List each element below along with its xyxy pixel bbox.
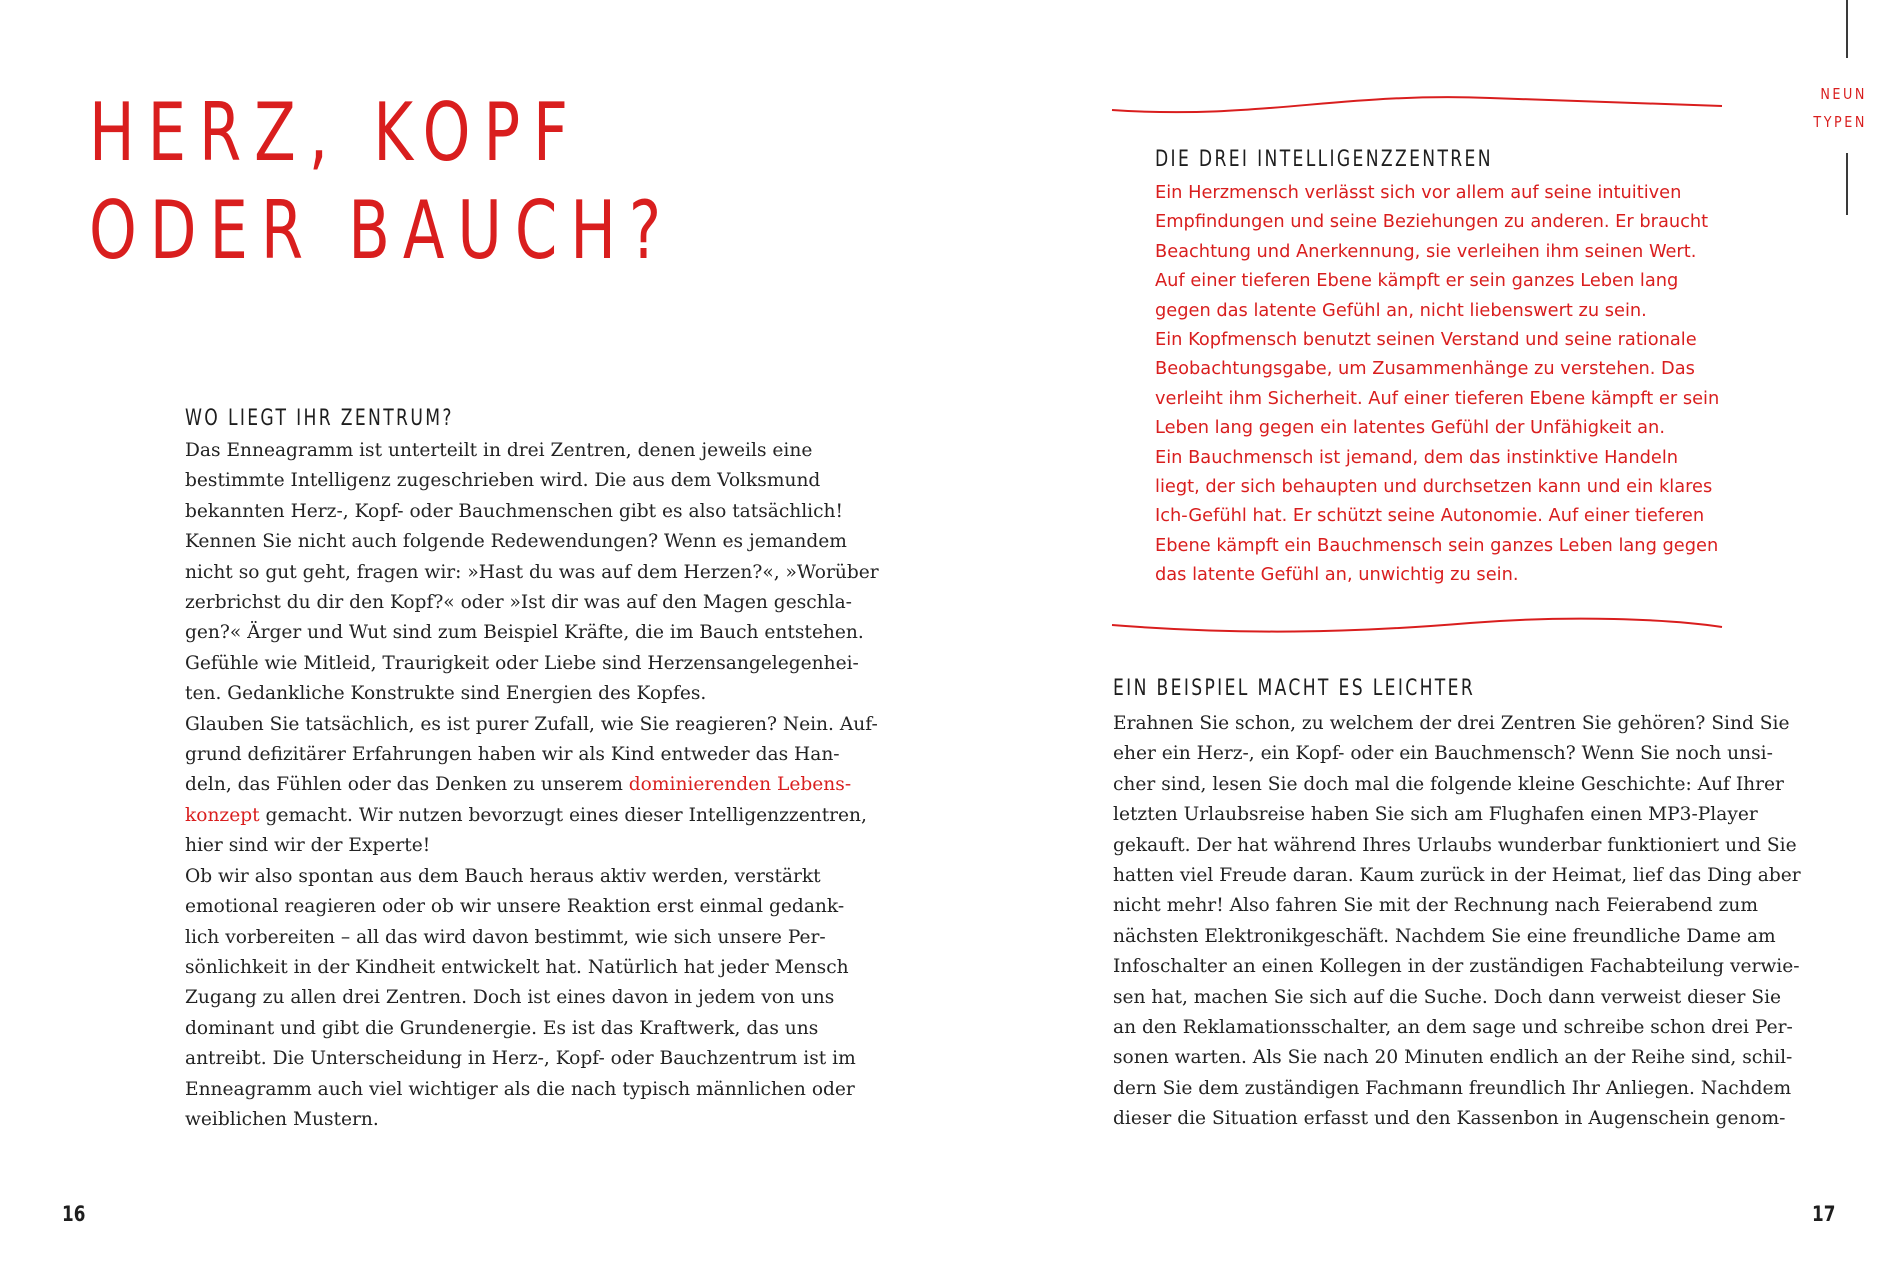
box-line: Ein Bauchmensch ist jemand, dem das instinktive Handeln [1155,446,1679,468]
body-line: ten. Gedankliche Konstrukte sind Energien des Kopfes. [185,683,707,705]
box-line: gegen das latente Gefühl an, nicht liebenswert zu sein. [1155,299,1647,321]
box-line: verleiht ihm Sicherheit. Auf einer tieferen Ebene kämpft er sein [1155,387,1720,409]
body-line: Kennen Sie nicht auch folgende Redewendungen? Wenn es jemandem [185,531,847,553]
body-line: letzten Urlaubsreise haben Sie sich am Flughafen einen MP3-Player [1113,804,1758,826]
body-line: weiblichen Mustern. [185,1108,379,1130]
box-line: Empfindungen und seine Beziehungen zu anderen. Er braucht [1155,211,1709,233]
box-top-wave-line [1110,88,1725,118]
section-heading-beispiel: EIN BEISPIEL MACHT ES LEICHTER [1113,676,1476,701]
body-line: hatten viel Freude daran. Kaum zurück in der Heimat, lief das Ding aber [1113,865,1801,887]
chapter-title-line-1: HERZ, KOPF [89,86,581,179]
box-line: Auf einer tieferen Ebene kämpft er sein ganzes Leben lang [1155,270,1679,292]
box-line: liegt, der sich behaupten und durchsetzen kann und ein klares [1155,476,1713,498]
right-body-text [1113,709,1801,1135]
section-heading-zentrum: WO LIEGT IHR ZENTRUM? [185,406,454,431]
body-line: cher sind, lesen Sie doch mal die folgende kleine Geschichte: Auf Ihrer [1113,773,1784,795]
highlight-text-part1: dominierenden Lebens- [628,774,852,796]
box-heading: DIE DREI INTELLIGENZZENTREN [1155,147,1493,172]
body-line: gekauft. Der hat während Ihres Urlaubs wunderbar funktioniert und Sie [1113,834,1797,856]
body-line: an den Reklamationsschalter, an dem sage und schreibe schon drei Per- [1113,1017,1793,1039]
body-line: nächsten Elektronikgeschäft. Nachdem Sie eine freundliche Dame am [1113,925,1776,947]
box-bottom-wave-line [1110,607,1725,637]
body-line: Zugang zu allen drei Zentren. Doch ist eines davon in jedem von uns [185,987,835,1009]
running-head-line-2: TYPEN [1813,113,1867,131]
left-body-text [185,436,879,1135]
box-line: Leben lang gegen ein latentes Gefühl der Unfähigkeit an. [1155,417,1665,439]
body-line: sönlichkeit in der Kindheit entwickelt hat. Natürlich hat jeder Mensch [185,956,849,978]
body-line: gen?« Ärger und Wut sind zum Beispiel Kräfte, die im Bauch entstehen. [185,622,864,644]
body-line: bekannten Herz-, Kopf- oder Bauchmenschen gibt es also tatsächlich! [185,500,843,522]
body-line: sonen warten. Als Sie nach 20 Minuten endlich an der Reihe sind, schil- [1113,1047,1793,1069]
box-line: das latente Gefühl an, unwichtig zu sein. [1155,564,1519,586]
margin-rule-lower [1846,153,1848,215]
body-line-with-highlight [185,770,879,800]
body-line: dieser die Situation erfasst und den Kassenbon in Augenschein genom- [1113,1108,1786,1130]
body-line: hier sind wir der Experte! [185,835,431,857]
box-line: Ein Kopfmensch benutzt seinen Verstand und seine rationale [1155,329,1697,351]
body-line-prefix: deln, das Fühlen oder das Denken zu unserem [185,774,629,796]
box-line: Ebene kämpft ein Bauchmensch sein ganzes Leben lang gegen [1155,534,1719,556]
page-number-left: 16 [62,1202,86,1226]
box-line: Ein Herzmensch verlässt sich vor allem auf seine intuitiven [1155,182,1682,203]
box-line: Beobachtungsgabe, um Zusammenhänge zu verstehen. Das [1155,358,1695,380]
highlight-text-part2: konzept [185,804,260,826]
body-line: Infoschalter an einen Kollegen in der zuständigen Fachabteilung verwie- [1113,956,1800,978]
body-line: sen hat, machen Sie sich auf die Suche. Doch dann verweist dieser Sie [1113,986,1782,1008]
body-line: Erahnen Sie schon, zu welchem der drei Zentren Sie gehören? Sind Sie [1113,713,1790,734]
page-number-right: 17 [1812,1202,1836,1226]
margin-rule-upper [1846,0,1848,58]
body-line: zerbrichst du dir den Kopf?« oder »Ist dir was auf den Magen geschla- [185,592,852,614]
body-line: nicht mehr! Also fahren Sie mit der Rechnung nach Feierabend zum [1113,895,1758,917]
body-line: eher ein Herz-, ein Kopf- oder ein Bauchmensch? Wenn Sie noch unsi- [1113,743,1773,765]
body-line: nicht so gut geht, fragen wir: »Hast du was auf dem Herzen?«, »Worüber [185,561,879,583]
body-line: Gefühle wie Mitleid, Traurigkeit oder Liebe sind Herzensangelegenhei- [185,652,859,674]
box-line: Beachtung und Anerkennung, sie verleihen ihm seinen Wert. [1155,240,1697,262]
body-line: emotional reagieren oder ob wir unsere Reaktion erst einmal gedank- [185,896,845,918]
chapter-title-line-2: ODER BAUCH? [89,184,675,277]
body-line: lich vorbereiten – all das wird davon bestimmt, wie sich unsere Per- [185,926,826,948]
body-line: Enneagramm auch viel wichtiger als die nach typisch männlichen oder [185,1078,855,1100]
body-line: Glauben Sie tatsächlich, es ist purer Zufall, wie Sie reagieren? Nein. Auf- [185,713,878,735]
body-line-with-highlight [185,801,879,831]
body-line: antreibt. Die Unterscheidung in Herz-, Kopf- oder Bauchzentrum ist im [185,1048,856,1070]
body-line-suffix: gemacht. Wir nutzen bevorzugt eines dieser Intelligenzzentren, [259,804,867,826]
body-line: bestimmte Intelligenz zugeschrieben wird. Die aus dem Volksmund [185,470,821,492]
running-head-line-1: NEUN [1820,85,1867,103]
info-box-text [1155,178,1719,590]
body-line: dern Sie dem zuständigen Fachmann freundlich Ihr Anliegen. Nachdem [1113,1077,1792,1099]
body-line: grund defizitärer Erfahrungen haben wir als Kind entweder das Han- [185,744,840,766]
body-line: Ob wir also spontan aus dem Bauch heraus aktiv werden, verstärkt [185,865,821,887]
body-line: Das Enneagramm ist unterteilt in drei Zentren, denen jeweils eine [185,440,813,461]
body-line: dominant und gibt die Grundenergie. Es ist das Kraftwerk, das uns [185,1017,819,1039]
box-line: Ich-Gefühl hat. Er schützt seine Autonomie. Auf einer tieferen [1155,505,1705,527]
